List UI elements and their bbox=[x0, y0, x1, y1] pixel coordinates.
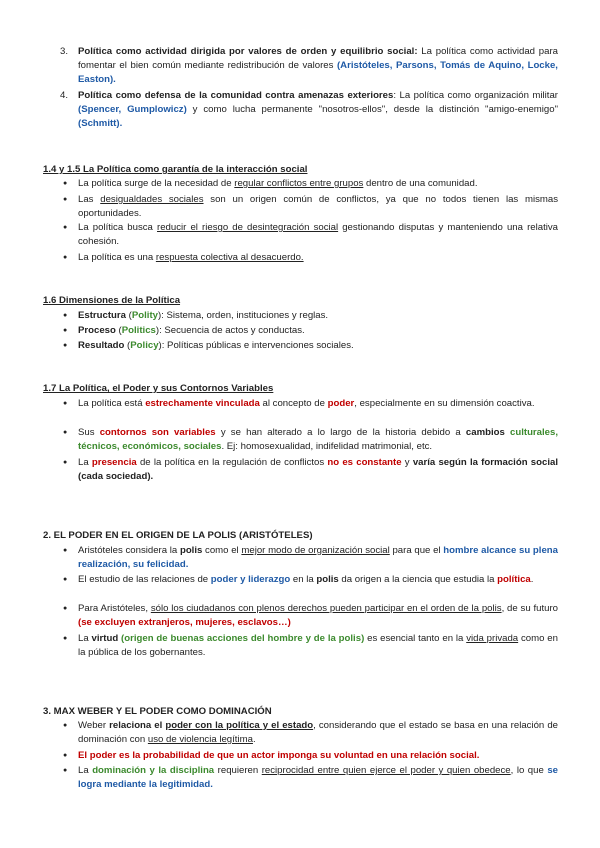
text-run: La bbox=[78, 633, 92, 644]
bullet-item bbox=[78, 221, 558, 249]
text-run: Política como defensa de la comunidad contra amenazas exteriores bbox=[78, 90, 394, 101]
text-run: Weber bbox=[78, 720, 110, 731]
text-run: ( bbox=[125, 310, 132, 321]
bullet-item bbox=[78, 193, 558, 221]
text-run: desigualdades sociales bbox=[100, 194, 204, 205]
text-run: se logra mediante la legitimidad. bbox=[78, 765, 558, 790]
text-run: varía según la formación social (cada sociedad). bbox=[78, 457, 558, 482]
text-run: polis bbox=[316, 574, 339, 585]
text-run: gestionando disputas y manteniendo una relativa cohesión. bbox=[78, 222, 558, 247]
text-run: ( bbox=[124, 340, 131, 351]
text-run: El estudio de las relaciones de bbox=[78, 574, 211, 585]
numbered-item-4 bbox=[78, 89, 558, 131]
text-run: La política surge de la necesidad de bbox=[78, 178, 235, 189]
text-run: (Schmitt). bbox=[78, 118, 123, 129]
text-run: Policy bbox=[130, 340, 159, 351]
bullet-dot: ● bbox=[63, 400, 68, 407]
text-run: (se excluyen extranjeros, mujeres, esclavos…) bbox=[78, 617, 291, 628]
bullet-item bbox=[78, 544, 558, 572]
text-run: Estructura bbox=[78, 310, 126, 321]
section-title-poder-contornos: 1.7 La Política, el Poder y sus Contornos Variables bbox=[43, 383, 274, 394]
text-run: Para Aristóteles, bbox=[78, 603, 151, 614]
text-run: y bbox=[401, 457, 413, 468]
text-run: ): Secuencia de actos y conductas. bbox=[155, 325, 305, 336]
text-run: , especialmente en su dimensión coactiva. bbox=[354, 398, 535, 409]
text-run: al concepto de bbox=[259, 398, 328, 409]
text-run: vida privada bbox=[466, 633, 519, 644]
text-run: ( bbox=[115, 325, 122, 336]
text-run: La política es una bbox=[78, 252, 156, 263]
text-run: respuesta colectiva al desacuerdo. bbox=[155, 252, 304, 263]
text-run: El poder es la probabilidad de que un actor imponga su voluntad en una relación social. bbox=[78, 750, 480, 761]
bullet-item bbox=[78, 632, 558, 660]
text-run: es esencial tanto en la bbox=[364, 633, 467, 644]
bullet-dot: ● bbox=[63, 605, 68, 612]
text-run: , de su futuro bbox=[501, 603, 559, 614]
text-run: como en la pública de los gobernantes. bbox=[78, 633, 558, 658]
text-run: relaciona el bbox=[109, 720, 166, 731]
text-run: sólo los ciudadanos con plenos derechos pueden participar en el orden de la polis bbox=[150, 603, 502, 614]
text-run: en la bbox=[290, 574, 317, 585]
text-run: poder con la política y el estado bbox=[165, 720, 314, 731]
text-run: estrechamente vinculada bbox=[145, 398, 260, 409]
text-run: La bbox=[78, 457, 92, 468]
bullet-dot: ● bbox=[63, 767, 68, 774]
bullet-dot: ● bbox=[63, 429, 68, 436]
text-run: . bbox=[252, 734, 256, 745]
text-run: requieren bbox=[214, 765, 262, 776]
bullet-dot: ● bbox=[63, 224, 68, 231]
text-run: : La política como organización militar bbox=[393, 90, 558, 101]
text-run: para que el bbox=[389, 545, 444, 556]
bullet-dot: ● bbox=[63, 752, 68, 759]
bullet-item bbox=[78, 177, 558, 191]
bullet-item bbox=[78, 309, 558, 323]
text-run: (origen de buenas acciones del hombre y de la polis) bbox=[121, 633, 365, 644]
text-run: reducir el riesgo de desintegración social bbox=[157, 222, 339, 233]
bullet-dot: ● bbox=[63, 459, 68, 466]
text-run: . bbox=[530, 574, 534, 585]
numbered-item-3 bbox=[78, 45, 558, 87]
text-run: dominación y la disciplina bbox=[92, 765, 215, 776]
text-run: virtud bbox=[91, 633, 119, 644]
text-run: La política busca bbox=[78, 222, 158, 233]
text-run: como el bbox=[202, 545, 242, 556]
bullet-dot: ● bbox=[63, 576, 68, 583]
text-run: Politics bbox=[121, 325, 156, 336]
bullet-item bbox=[78, 426, 558, 454]
text-run: reciprocidad entre quien ejerce el poder y quien obedece bbox=[261, 765, 511, 776]
bullet-item bbox=[78, 719, 558, 747]
bullet-dot: ● bbox=[63, 180, 68, 187]
bullet-dot: ● bbox=[63, 342, 68, 349]
text-run: ): Sistema, orden, instituciones y reglas. bbox=[157, 310, 329, 321]
bullet-item bbox=[78, 397, 558, 411]
text-run: ): Políticas públicas e intervenciones sociales. bbox=[158, 340, 354, 351]
bullet-item bbox=[78, 251, 558, 265]
text-run: poder bbox=[327, 398, 355, 409]
bullet-item bbox=[78, 324, 558, 338]
text-run: uso de violencia legítima bbox=[147, 734, 253, 745]
text-run: Política como actividad dirigida por valores de orden y equilibrio social: bbox=[78, 46, 418, 57]
bullet-item bbox=[78, 749, 558, 763]
text-run: regular conflictos entre grupos bbox=[234, 178, 364, 189]
bullet-dot: ● bbox=[63, 312, 68, 319]
list-number: 4. bbox=[60, 90, 69, 101]
text-run: política bbox=[497, 574, 531, 585]
text-run: culturales, técnicos, económicos, sociales bbox=[78, 427, 559, 452]
text-run: y se han alterado a lo largo de la historia debido a bbox=[215, 427, 466, 438]
text-run: Sus bbox=[78, 427, 100, 438]
bullet-item bbox=[78, 573, 558, 587]
text-run: La política está bbox=[78, 398, 146, 409]
text-run: Resultado bbox=[78, 340, 125, 351]
bullet-item bbox=[78, 339, 558, 353]
text-run: hombre alcance su plena realización, su felicidad. bbox=[78, 545, 558, 570]
bullet-item bbox=[78, 602, 558, 630]
text-run: cambios bbox=[465, 427, 511, 438]
section-title-weber: 3. MAX WEBER Y EL PODER COMO DOMINACIÓN bbox=[43, 706, 272, 717]
text-run: polis bbox=[179, 545, 203, 556]
text-run: Polity bbox=[131, 310, 158, 321]
text-run: dentro de una comunidad. bbox=[363, 178, 478, 189]
text-run: Proceso bbox=[78, 325, 116, 336]
bullet-dot: ● bbox=[63, 254, 68, 261]
text-run: y como lucha permanente "nosotros-ellos", desde la distinción "amigo-enemigo" bbox=[186, 104, 558, 115]
section-title-polis: 2. EL PODER EN EL ORIGEN DE LA POLIS (ARISTÓTELES) bbox=[43, 530, 313, 541]
section-title-dimensiones: 1.6 Dimensiones de la Política bbox=[43, 295, 181, 306]
bullet-dot: ● bbox=[63, 196, 68, 203]
text-run: (Aristóteles, Parsons, Tomás de Aquino, Locke, Easton). bbox=[78, 60, 558, 85]
bullet-dot: ● bbox=[63, 547, 68, 554]
text-run: poder y liderazgo bbox=[210, 574, 291, 585]
bullet-item bbox=[78, 456, 558, 484]
text-run: presencia bbox=[91, 457, 137, 468]
text-run: da origen a la ciencia que estudia la bbox=[338, 574, 498, 585]
bullet-dot: ● bbox=[63, 327, 68, 334]
text-run: La bbox=[78, 765, 93, 776]
text-run: . Ej: homosexualidad, indifelidad matrimonial, etc. bbox=[221, 441, 433, 452]
text-run: son un origen común de conflictos, ya que no todos tienen las mismas oportunidades. bbox=[78, 194, 559, 219]
text-run: Las bbox=[78, 194, 101, 205]
bullet-dot: ● bbox=[63, 635, 68, 642]
text-run: , lo que bbox=[510, 765, 548, 776]
text-run: no es constante bbox=[327, 457, 402, 468]
list-number: 3. bbox=[60, 46, 69, 57]
text-run: (Spencer, Gumplowicz) bbox=[78, 104, 187, 115]
text-run: contornos son variables bbox=[99, 427, 216, 438]
text-run: , considerando que el estado se basa en una relación de dominación con bbox=[78, 720, 558, 745]
text-run: La política como actividad para fomentar el bien común mediante redistribución de valores bbox=[78, 46, 558, 71]
bullet-item bbox=[78, 764, 558, 792]
text-run: mejor modo de organización social bbox=[241, 545, 390, 556]
text-run: Aristóteles considera la bbox=[78, 545, 180, 556]
section-title-interaccion: 1.4 y 1.5 La Política como garantía de la interacción social bbox=[43, 164, 308, 175]
text-run: de la política en la regulación de conflictos bbox=[136, 457, 328, 468]
bullet-dot: ● bbox=[63, 722, 68, 729]
